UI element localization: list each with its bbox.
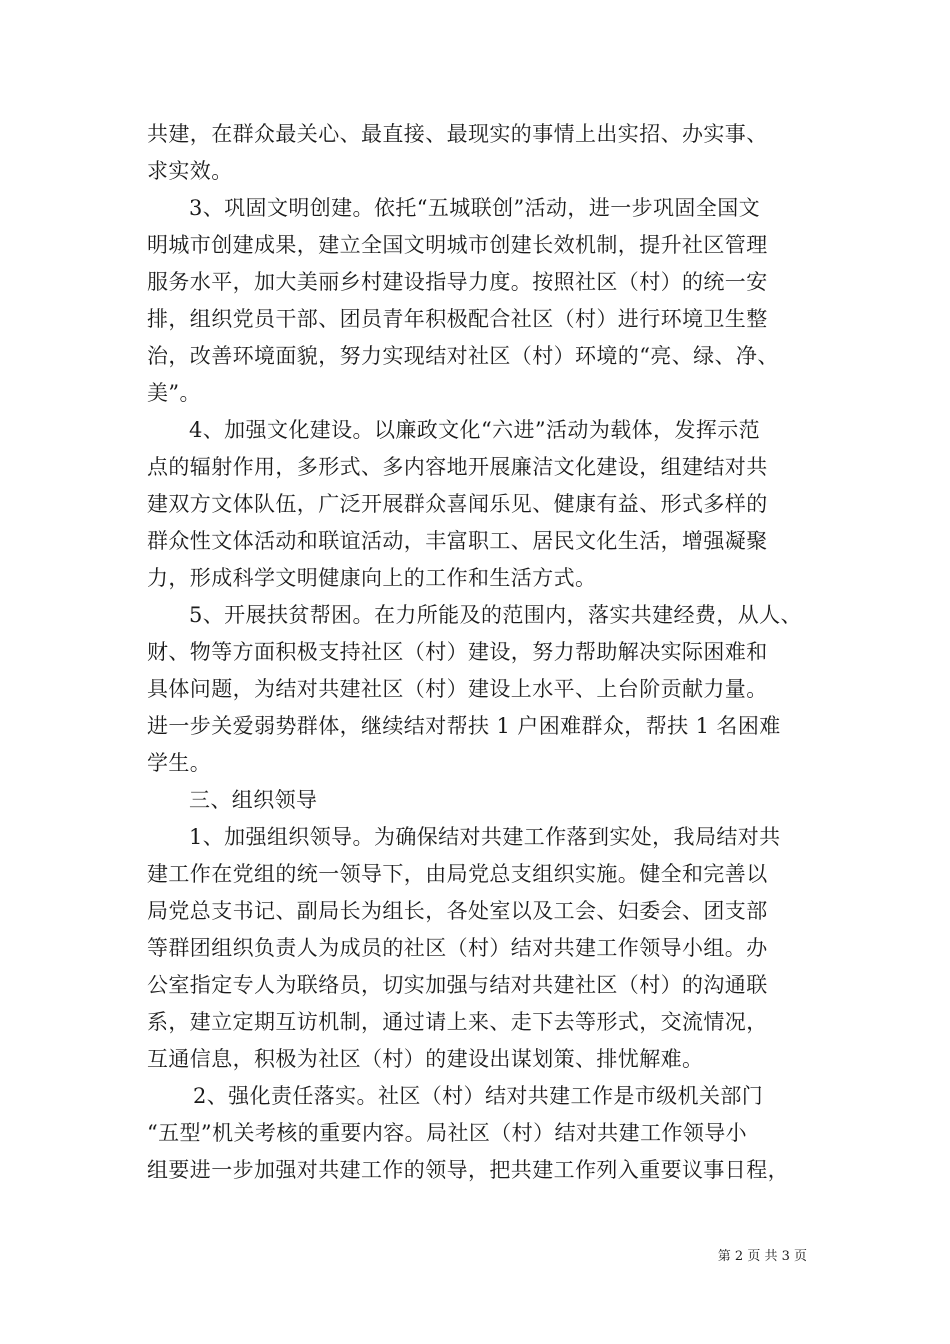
paragraph-heading-4: 4、加强文化建设。以廉政文化“六进”活动为载体，发挥示范 [189, 418, 761, 442]
text-line: 明城市创建成果，建立全国文明城市创建长效机制，提升社区管理 [147, 233, 768, 257]
paragraph-heading-3: 3、巩固文明创建。依托“五城联创”活动，进一步巩固全国文 [189, 196, 761, 220]
paragraph-heading-2: 2、强化责任落实。社区（村）结对共建工作是市级机关部门 [193, 1084, 764, 1108]
text-line: 点的辐射作用，多形式、多内容地开展廉洁文化建设，组建结对共 [147, 455, 768, 479]
text-line: 学生。 [147, 751, 212, 775]
text-line: 求实效。 [147, 159, 233, 183]
text-line: 服务水平，加大美丽乡村建设指导力度。按照社区（村）的统一安 [147, 270, 768, 294]
text-line: 力，形成科学文明健康向上的工作和生活方式。 [147, 566, 597, 590]
text-line: 治，改善环境面貌，努力实现结对社区（村）环境的“亮、绿、净、 [147, 344, 779, 368]
text-line: 财、物等方面积极支持社区（村）建设，努力帮助解决实际困难和 [147, 640, 768, 664]
text-line: 进一步关爱弱势群体，继续结对帮扶 1 户困难群众，帮扶 1 名困难 [147, 714, 781, 738]
text-line: 组要进一步加强对共建工作的领导，把共建工作列入重要议事日程， [147, 1158, 789, 1182]
text-line: 系，建立定期互访机制，通过请上来、走下去等形式，交流情况， [147, 1010, 768, 1034]
paragraph-heading-5: 5、开展扶贫帮困。在力所能及的范围内，落实共建经费，从人、 [189, 603, 802, 627]
text-line: 具体问题，为结对共建社区（村）建设上水平、上台阶贡献力量。 [147, 677, 768, 701]
text-line: “五型”机关考核的重要内容。局社区（村）结对共建工作领导小 [147, 1121, 748, 1145]
document-body [147, 116, 827, 1189]
paragraph-heading-1: 1、加强组织领导。为确保结对共建工作落到实处，我局结对共 [189, 825, 781, 849]
text-line: 美”。 [147, 381, 201, 405]
text-line: 群众性文体活动和联谊活动，丰富职工、居民文化生活，增强凝聚 [147, 529, 768, 553]
page-number: 第 2 页 共 3 页 [717, 1249, 807, 1264]
text-line: 建双方文体队伍，广泛开展群众喜闻乐见、健康有益、形式多样的 [147, 492, 768, 516]
text-line: 建工作在党组的统一领导下，由局党总支组织实施。健全和完善以 [147, 862, 768, 886]
text-line: 局党总支书记、副局长为组长，各处室以及工会、妇委会、团支部 [147, 899, 768, 923]
text-line: 互通信息，积极为社区（村）的建设出谋划策、排忧解难。 [147, 1047, 704, 1071]
text-line: 等群团组织负责人为成员的社区（村）结对共建工作领导小组。办 [147, 936, 768, 960]
text-line: 共建，在群众最关心、最直接、最现实的事情上出实招、办实事、 [147, 122, 768, 146]
text-line: 排，组织党员干部、团员青年积极配合社区（村）进行环境卫生整 [147, 307, 768, 331]
section-heading: 三、组织领导 [189, 788, 318, 812]
text-line: 公室指定专人为联络员，切实加强与结对共建社区（村）的沟通联 [147, 973, 768, 997]
